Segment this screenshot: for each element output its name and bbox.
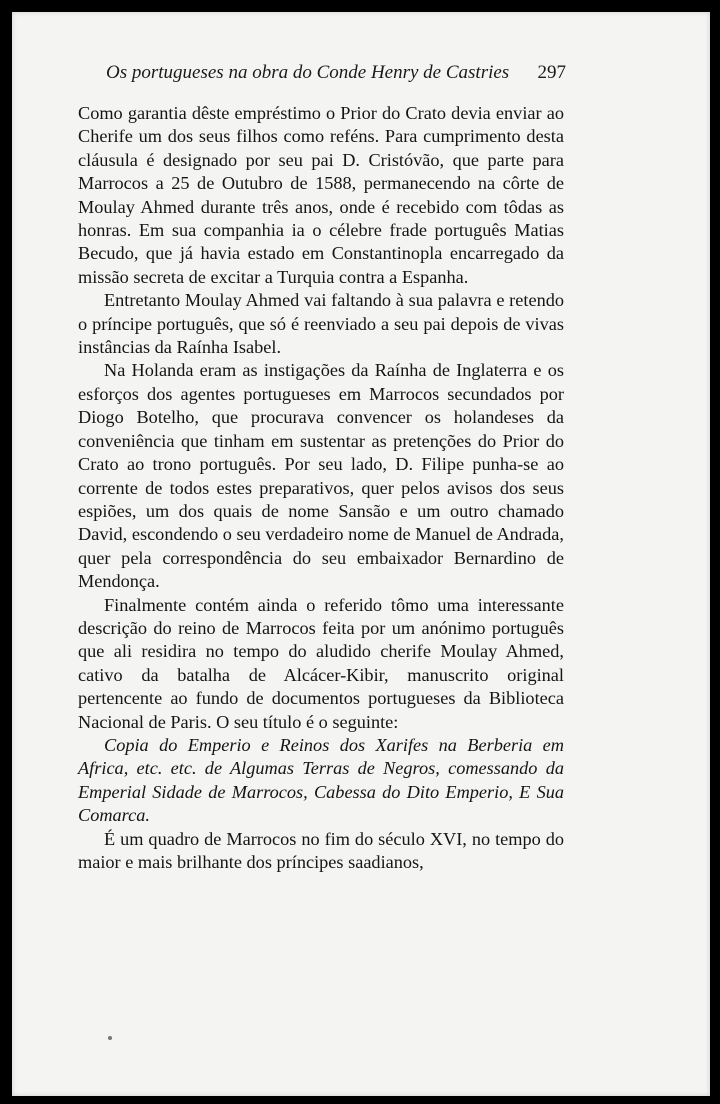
paragraph-citation-title: Copia do Emperio e Reinos dos Xarifes na Berberia em Africa, etc. etc. de Algumas Terras de Negros, comessando da Emperial Sidade de Marrocos, Cabessa do Dito Emperio, E Sua Comarca. [78, 734, 564, 826]
running-title: Os portugueses na obra do Conde Henry de Castries [106, 62, 510, 83]
paragraph-conclusion: É um quadro de Marrocos no fim do século XVI, no tempo do maior e mais brilhante dos príncipes saadianos, [78, 828, 564, 872]
paragraph-loan-guarantee: Como garantia dêste empréstimo o Prior do Crato devia enviar ao Cherife um dos seus filhos como reféns. Para cumprimento desta cláusula é designado por seu pai D. Cristóvão, que parte para Marrocos a 25 de Outubro de 1588, permanecendo na côrte de Moulay Ahmed durante três anos, onde é recebido com tôdas as honras. Em sua companhia ia o célebre frade português Matias Becudo, que já havia estado em Constantinopla encarregado da missão secreta de excitar a Turquia contra a Espanha. [78, 103, 564, 287]
paragraph-holland: Na Holanda eram as instigações da Raínha de Inglaterra e os esforços dos agentes portugueses em Marrocos secundados por Diogo Botelho, que procurava convencer os holandeses da conveniência que tinham em sustentar as pretenções do Prior do Crato ao trono português. Por seu lado, D. Filipe punha-se ao corrente de todos estes preparativos, quer pelos avisos dos seus espiões, um dos quais de nome Sansão e um outro chamado David, escondendo o seu verdadeiro nome de Manuel de Andrada, quer pela correspondência do seu embaixador Bernardino de Mendonça. [78, 360, 564, 592]
paragraph-description: Finalmente contém ainda o referido tômo uma interessante descrição do reino de Marrocos feita por um anónimo português que ali residira no tempo do aludido cherife Moulay Ahmed, cativo da batalha de Alcácer-Kibir, manuscrito original pertencente ao fundo de documentos portugueses da Biblioteca Nacional de Paris. O seu título é o seguinte: [78, 594, 564, 732]
paragraph-moulay-ahmed: Entretanto Moulay Ahmed vai faltando à sua palavra e retendo o príncipe português, que só é reenviado a seu pai depois de vivas instâncias da Raínha Isabel. [78, 290, 564, 358]
ink-speck [108, 1036, 112, 1040]
page-number: 297 [537, 62, 566, 83]
page-body [78, 102, 564, 874]
page-header [106, 62, 566, 88]
